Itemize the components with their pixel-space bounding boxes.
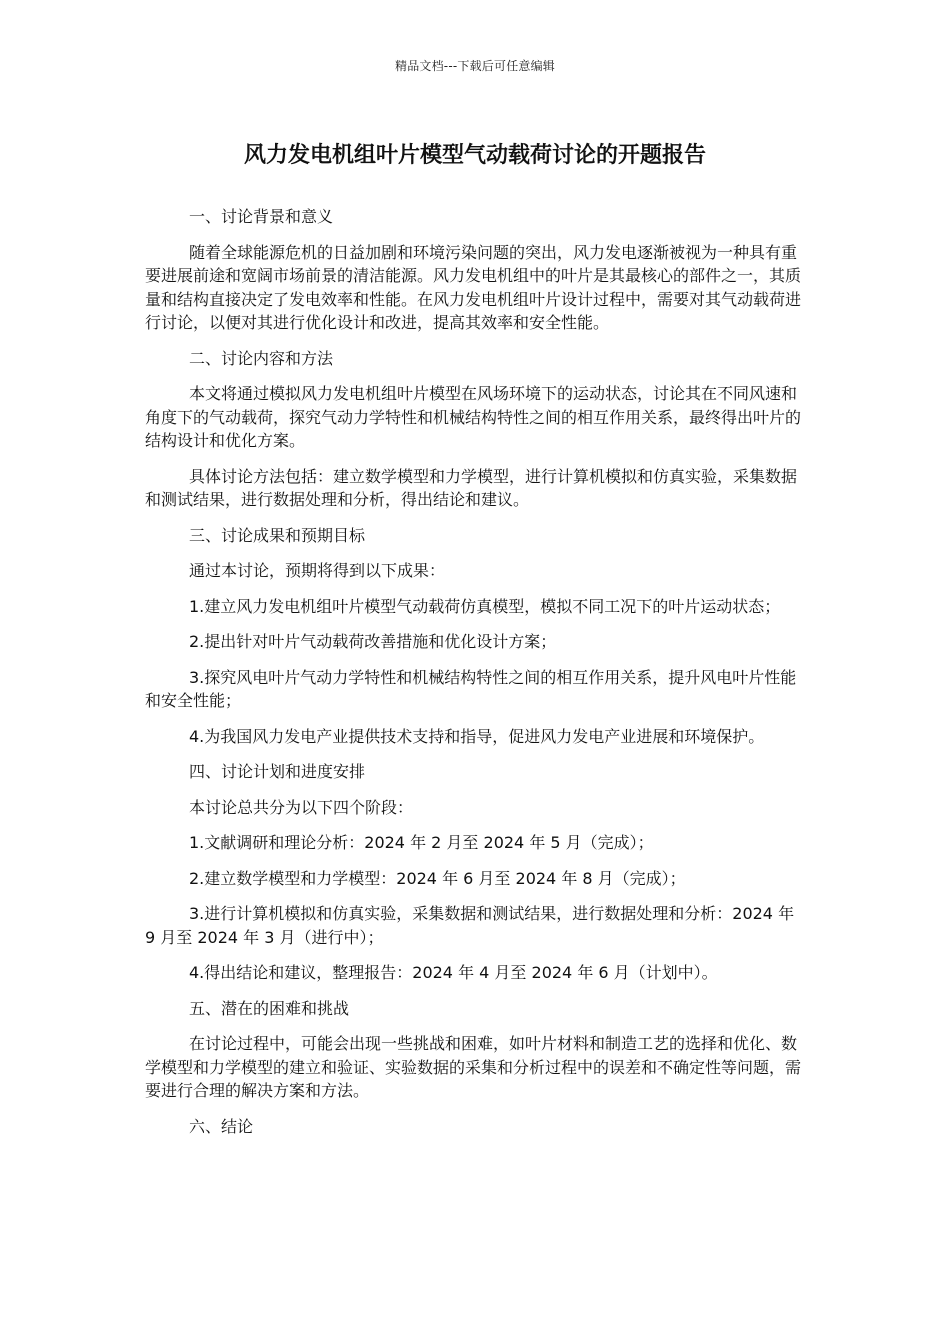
section-heading-content-methods: 二、讨论内容和方法 xyxy=(189,348,334,368)
paragraph-challenges: 在讨论过程中，可能会出现一些挑战和困难，如叶片材料和制造工艺的选择和优化、数学模型和力学模型的建立和验证、实验数据的采集和分析过程中的误差和不确定性等问题，需要进行合理的解决方案和方法。 xyxy=(145,1034,802,1100)
section-heading-conclusion: 六、结论 xyxy=(189,1116,254,1136)
section-heading-schedule: 四、讨论计划和进度安排 xyxy=(189,762,366,781)
result-item-4: 4.为我国风力发电产业提供技术支持和指导，促进风力发电产业进展和环境保护。 xyxy=(189,726,765,746)
paragraph-background: 随着全球能源危机的日益加剧和环境污染问题的突出，风力发电逐渐被视为一种具有重要进展前途和宽阔市场前景的清洁能源。风力发电机组中的叶片是其最核心的部件之一，其质量和结构直接决定了发电效率和性能。在风力发电机组叶片设计过程中，需要对其气动载荷进行讨论，以便对其进行优化设计和改进，提高其效率和安全性能。 xyxy=(145,242,802,332)
document-body xyxy=(145,205,809,1150)
result-item-3: 3.探究风电叶片气动力学特性和机械结构特性之间的相互作用关系，提升风电叶片性能和安全性能； xyxy=(145,667,797,710)
paragraph-content: 本文将通过模拟风力发电机组叶片模型在风场环境下的运动状态，讨论其在不同风速和角度下的气动载荷，探究气动力学特性和机械结构特性之间的相互作用关系，最终得出叶片的结构设计和优化方案。 xyxy=(145,384,802,450)
schedule-item-1: 1.文献调研和理论分析：2024 年 2 月至 2024 年 5 月（完成）； xyxy=(189,833,654,852)
schedule-item-2: 2.建立数学模型和力学模型：2024 年 6 月至 2024 年 8 月（完成）； xyxy=(189,868,686,888)
document-title: 风力发电机组叶片模型气动载荷讨论的开题报告 xyxy=(243,143,706,168)
result-item-2: 2.提出针对叶片气动载荷改善措施和优化设计方案； xyxy=(189,632,557,651)
section-heading-challenges: 五、潜在的困难和挑战 xyxy=(189,998,350,1018)
paragraph-schedule-intro: 本讨论总共分为以下四个阶段： xyxy=(189,797,414,817)
section-heading-results-goals: 三、讨论成果和预期目标 xyxy=(189,525,366,545)
paragraph-results-intro: 通过本讨论，预期将得到以下成果： xyxy=(189,561,446,580)
section-heading-background: 一、讨论背景和意义 xyxy=(189,207,334,226)
paragraph-methods: 具体讨论方法包括：建立数学模型和力学模型，进行计算机模拟和仿真实验，采集数据和测试结果，进行数据处理和分析，得出结论和建议。 xyxy=(145,466,798,509)
header-note: 精品文档---下载后可任意编辑 xyxy=(395,59,555,73)
schedule-item-4: 4.得出结论和建议，整理报告：2024 年 4 月至 2024 年 6 月（计划中）。 xyxy=(189,963,718,982)
schedule-item-3: 3.进行计算机模拟和仿真实验，采集数据和测试结果，进行数据处理和分析：2024 年 9 月至 2024 年 3 月（进行中）； xyxy=(145,904,795,947)
result-item-1: 1.建立风力发电机组叶片模型气动载荷仿真模型，模拟不同工况下的叶片运动状态； xyxy=(189,596,781,616)
